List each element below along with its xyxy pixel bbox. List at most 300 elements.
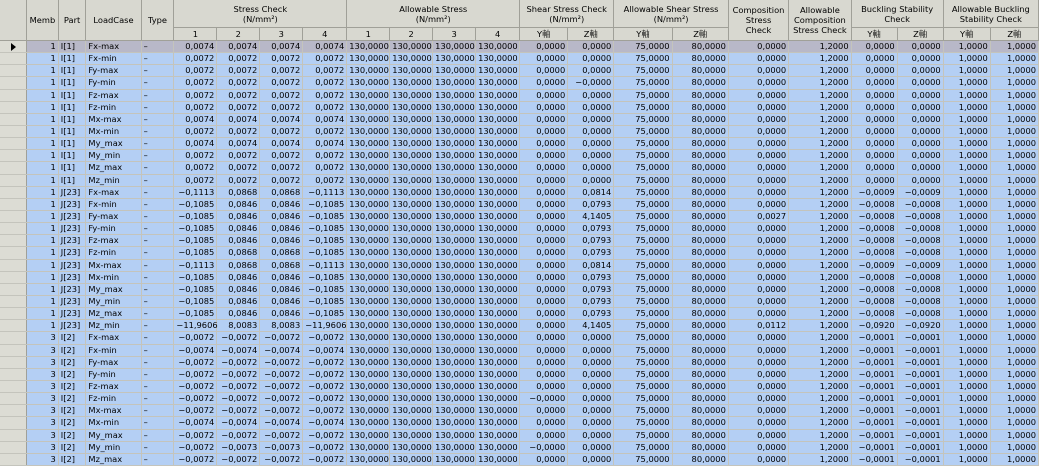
cell-allow-buckling-y[interactable]: 1,0000 [943, 113, 990, 125]
cell-loadcase[interactable]: Fx-max [86, 332, 141, 344]
cell-allow-shear-z[interactable]: 80,0000 [672, 259, 728, 271]
cell-allow-composition[interactable]: 1,2000 [789, 308, 851, 320]
cell-allow-composition[interactable]: 1,2000 [789, 198, 851, 210]
cell-allow-shear-y[interactable]: 75,0000 [614, 295, 672, 307]
cell-buckling-y[interactable]: −0,0008 [851, 210, 897, 222]
cell-allow-buckling-y[interactable]: 1,0000 [943, 125, 990, 137]
cell-allow-3[interactable]: 130,0000 [433, 295, 476, 307]
cell-loadcase[interactable]: Mx-max [86, 405, 141, 417]
cell-loadcase[interactable]: Fy-max [86, 210, 141, 222]
cell-stress-2[interactable]: 0,0846 [217, 198, 260, 210]
cell-stress-3[interactable]: 0,0846 [260, 210, 303, 222]
cell-type[interactable]: – [141, 53, 174, 65]
cell-composition-check[interactable]: 0,0000 [728, 380, 788, 392]
cell-buckling-z[interactable]: 0,0000 [897, 150, 943, 162]
cell-stress-1[interactable]: −0,1085 [174, 295, 217, 307]
cell-allow-buckling-z[interactable]: 1,0000 [990, 429, 1038, 441]
row-selector[interactable] [0, 223, 27, 235]
cell-allow-shear-z[interactable]: 80,0000 [672, 344, 728, 356]
cell-allow-2[interactable]: 130,0000 [390, 101, 433, 113]
cell-memb[interactable]: 3 [27, 393, 59, 405]
cell-part[interactable]: I[2] [58, 368, 86, 380]
row-selector[interactable] [0, 308, 27, 320]
cell-stress-3[interactable]: 0,0072 [260, 150, 303, 162]
cell-stress-4[interactable]: 0,0072 [303, 174, 347, 186]
cell-stress-3[interactable]: 0,0846 [260, 308, 303, 320]
cell-allow-4[interactable]: 130,0000 [476, 186, 520, 198]
cell-allow-3[interactable]: 130,0000 [433, 41, 476, 53]
cell-type[interactable]: – [141, 186, 174, 198]
cell-allow-shear-z[interactable]: 80,0000 [672, 308, 728, 320]
cell-buckling-y[interactable]: −0,0001 [851, 356, 897, 368]
cell-buckling-y[interactable]: 0,0000 [851, 41, 897, 53]
cell-allow-1[interactable]: 130,0000 [347, 174, 390, 186]
cell-buckling-z[interactable]: −0,0001 [897, 453, 943, 465]
cell-stress-2[interactable]: −0,0074 [217, 417, 260, 429]
cell-stress-2[interactable]: −0,0074 [217, 344, 260, 356]
cell-stress-4[interactable]: 0,0072 [303, 53, 347, 65]
col-header-allowable-composition[interactable]: Allowable Composition Stress Check [789, 0, 851, 41]
cell-loadcase[interactable]: Mx-max [86, 259, 141, 271]
cell-memb[interactable]: 1 [27, 198, 59, 210]
table-row[interactable] [0, 259, 1039, 271]
table-row[interactable] [0, 41, 1039, 53]
cell-stress-4[interactable]: 0,0072 [303, 150, 347, 162]
cell-composition-check[interactable]: 0,0000 [728, 332, 788, 344]
cell-allow-shear-y[interactable]: 75,0000 [614, 113, 672, 125]
cell-loadcase[interactable]: Mz_max [86, 308, 141, 320]
cell-allow-shear-z[interactable]: 80,0000 [672, 186, 728, 198]
cell-buckling-y[interactable]: −0,0009 [851, 259, 897, 271]
cell-stress-1[interactable]: −0,1113 [174, 186, 217, 198]
cell-loadcase[interactable]: Mz_min [86, 320, 141, 332]
cell-allow-buckling-y[interactable]: 1,0000 [943, 77, 990, 89]
row-selector[interactable] [0, 295, 27, 307]
cell-buckling-y[interactable]: 0,0000 [851, 113, 897, 125]
cell-allow-2[interactable]: 130,0000 [390, 186, 433, 198]
cell-allow-4[interactable]: 130,0000 [476, 356, 520, 368]
cell-part[interactable]: J[23] [58, 271, 86, 283]
cell-allow-shear-y[interactable]: 75,0000 [614, 89, 672, 101]
cell-allow-composition[interactable]: 1,2000 [789, 125, 851, 137]
cell-stress-3[interactable]: 0,0868 [260, 186, 303, 198]
cell-memb[interactable]: 1 [27, 41, 59, 53]
cell-allow-shear-z[interactable]: 80,0000 [672, 162, 728, 174]
cell-allow-4[interactable]: 130,0000 [476, 332, 520, 344]
cell-memb[interactable]: 3 [27, 368, 59, 380]
cell-allow-composition[interactable]: 1,2000 [789, 223, 851, 235]
cell-allow-3[interactable]: 130,0000 [433, 441, 476, 453]
cell-allow-1[interactable]: 130,0000 [347, 441, 390, 453]
cell-stress-1[interactable]: 0,0072 [174, 162, 217, 174]
cell-buckling-y[interactable]: −0,0008 [851, 247, 897, 259]
cell-allow-1[interactable]: 130,0000 [347, 271, 390, 283]
cell-shear-z[interactable]: 0,0793 [568, 247, 614, 259]
cell-allow-2[interactable]: 130,0000 [390, 405, 433, 417]
cell-shear-z[interactable]: 0,0000 [568, 65, 614, 77]
cell-allow-buckling-y[interactable]: 1,0000 [943, 453, 990, 465]
cell-loadcase[interactable]: Fy-min [86, 77, 141, 89]
cell-loadcase[interactable]: Mz_max [86, 453, 141, 465]
cell-composition-check[interactable]: 0,0027 [728, 210, 788, 222]
cell-stress-1[interactable]: −0,1085 [174, 247, 217, 259]
cell-allow-shear-y[interactable]: 75,0000 [614, 65, 672, 77]
row-selector[interactable] [0, 356, 27, 368]
cell-stress-1[interactable]: 0,0072 [174, 65, 217, 77]
cell-shear-y[interactable]: 0,0000 [520, 210, 568, 222]
cell-shear-z[interactable]: 0,0793 [568, 283, 614, 295]
cell-allow-buckling-y[interactable]: 1,0000 [943, 247, 990, 259]
row-selector[interactable] [0, 405, 27, 417]
cell-stress-4[interactable]: −0,0072 [303, 393, 347, 405]
cell-allow-4[interactable]: 130,0000 [476, 101, 520, 113]
cell-shear-y[interactable]: 0,0000 [520, 332, 568, 344]
cell-allow-3[interactable]: 130,0000 [433, 235, 476, 247]
cell-allow-4[interactable]: 130,0000 [476, 235, 520, 247]
cell-stress-4[interactable]: −0,0072 [303, 368, 347, 380]
col-header-stress-1[interactable]: 1 [174, 28, 217, 41]
cell-stress-4[interactable]: 0,0074 [303, 41, 347, 53]
cell-buckling-y[interactable]: −0,0001 [851, 393, 897, 405]
cell-allow-composition[interactable]: 1,2000 [789, 356, 851, 368]
cell-allow-shear-y[interactable]: 75,0000 [614, 308, 672, 320]
cell-shear-z[interactable]: 0,0793 [568, 235, 614, 247]
cell-allow-4[interactable]: 130,0000 [476, 344, 520, 356]
cell-buckling-y[interactable]: −0,0001 [851, 332, 897, 344]
cell-composition-check[interactable]: 0,0000 [728, 113, 788, 125]
cell-shear-y[interactable]: 0,0000 [520, 429, 568, 441]
cell-buckling-y[interactable]: 0,0000 [851, 174, 897, 186]
cell-allow-shear-z[interactable]: 80,0000 [672, 393, 728, 405]
table-row[interactable] [0, 53, 1039, 65]
col-header-loadcase[interactable]: LoadCase [86, 0, 141, 41]
cell-buckling-z[interactable]: 0,0000 [897, 125, 943, 137]
cell-type[interactable]: – [141, 405, 174, 417]
cell-memb[interactable]: 3 [27, 429, 59, 441]
cell-stress-4[interactable]: −0,1085 [303, 235, 347, 247]
cell-shear-z[interactable]: 0,0000 [568, 41, 614, 53]
cell-stress-3[interactable]: 0,0072 [260, 125, 303, 137]
cell-stress-4[interactable]: 0,0072 [303, 162, 347, 174]
row-selector[interactable] [0, 150, 27, 162]
cell-allow-1[interactable]: 130,0000 [347, 295, 390, 307]
cell-stress-4[interactable]: −0,1085 [303, 223, 347, 235]
cell-shear-z[interactable]: 0,0000 [568, 332, 614, 344]
cell-allow-shear-y[interactable]: 75,0000 [614, 259, 672, 271]
cell-allow-shear-y[interactable]: 75,0000 [614, 125, 672, 137]
cell-stress-3[interactable]: −0,0072 [260, 429, 303, 441]
cell-stress-4[interactable]: 0,0072 [303, 77, 347, 89]
cell-composition-check[interactable]: 0,0000 [728, 198, 788, 210]
cell-allow-shear-z[interactable]: 80,0000 [672, 174, 728, 186]
cell-buckling-y[interactable]: 0,0000 [851, 65, 897, 77]
cell-stress-4[interactable]: −0,0072 [303, 405, 347, 417]
cell-allow-buckling-z[interactable]: 1,0000 [990, 235, 1038, 247]
cell-allow-shear-y[interactable]: 75,0000 [614, 41, 672, 53]
cell-stress-3[interactable]: 0,0072 [260, 174, 303, 186]
cell-allow-3[interactable]: 130,0000 [433, 138, 476, 150]
cell-buckling-y[interactable]: −0,0001 [851, 429, 897, 441]
table-row[interactable] [0, 344, 1039, 356]
cell-allow-buckling-y[interactable]: 1,0000 [943, 429, 990, 441]
row-selector[interactable] [0, 283, 27, 295]
cell-allow-buckling-z[interactable]: 1,0000 [990, 332, 1038, 344]
cell-buckling-z[interactable]: −0,0008 [897, 247, 943, 259]
cell-type[interactable]: – [141, 393, 174, 405]
cell-stress-4[interactable]: 0,0072 [303, 89, 347, 101]
cell-stress-4[interactable]: 0,0072 [303, 65, 347, 77]
cell-allow-1[interactable]: 130,0000 [347, 150, 390, 162]
cell-shear-y[interactable]: 0,0000 [520, 198, 568, 210]
cell-allow-buckling-z[interactable]: 1,0000 [990, 344, 1038, 356]
cell-allow-shear-y[interactable]: 75,0000 [614, 186, 672, 198]
cell-allow-shear-z[interactable]: 80,0000 [672, 405, 728, 417]
cell-shear-z[interactable]: 0,0000 [568, 101, 614, 113]
cell-allow-4[interactable]: 130,0000 [476, 162, 520, 174]
cell-allow-shear-z[interactable]: 80,0000 [672, 453, 728, 465]
cell-shear-y[interactable]: 0,0000 [520, 186, 568, 198]
col-header-shear-y[interactable]: Y軸 [520, 28, 568, 41]
cell-stress-2[interactable]: 0,0072 [217, 125, 260, 137]
cell-part[interactable]: J[23] [58, 295, 86, 307]
cell-part[interactable]: I[2] [58, 356, 86, 368]
cell-stress-2[interactable]: 0,0072 [217, 162, 260, 174]
cell-stress-2[interactable]: 0,0074 [217, 113, 260, 125]
cell-shear-y[interactable]: 0,0000 [520, 235, 568, 247]
cell-allow-3[interactable]: 130,0000 [433, 283, 476, 295]
cell-composition-check[interactable]: 0,0000 [728, 65, 788, 77]
cell-allow-shear-y[interactable]: 75,0000 [614, 356, 672, 368]
cell-allow-3[interactable]: 130,0000 [433, 223, 476, 235]
row-selector[interactable] [0, 380, 27, 392]
cell-stress-2[interactable]: 0,0846 [217, 283, 260, 295]
cell-allow-shear-z[interactable]: 80,0000 [672, 65, 728, 77]
cell-allow-4[interactable]: 130,0000 [476, 368, 520, 380]
cell-stress-1[interactable]: 0,0074 [174, 138, 217, 150]
cell-type[interactable]: – [141, 380, 174, 392]
cell-buckling-z[interactable]: 0,0000 [897, 113, 943, 125]
cell-stress-4[interactable]: −0,0074 [303, 417, 347, 429]
col-header-memb[interactable]: Memb [27, 0, 59, 41]
cell-buckling-z[interactable]: −0,0001 [897, 393, 943, 405]
cell-allow-2[interactable]: 130,0000 [390, 332, 433, 344]
row-selector[interactable] [0, 41, 27, 53]
cell-type[interactable]: – [141, 283, 174, 295]
cell-loadcase[interactable]: My_min [86, 441, 141, 453]
cell-allow-shear-y[interactable]: 75,0000 [614, 223, 672, 235]
cell-allow-1[interactable]: 130,0000 [347, 308, 390, 320]
cell-allow-shear-y[interactable]: 75,0000 [614, 162, 672, 174]
cell-part[interactable]: J[23] [58, 247, 86, 259]
row-selector[interactable] [0, 368, 27, 380]
cell-allow-shear-y[interactable]: 75,0000 [614, 77, 672, 89]
cell-allow-buckling-z[interactable]: 1,0000 [990, 271, 1038, 283]
cell-allow-shear-y[interactable]: 75,0000 [614, 380, 672, 392]
cell-allow-2[interactable]: 130,0000 [390, 41, 433, 53]
cell-allow-buckling-y[interactable]: 1,0000 [943, 295, 990, 307]
cell-memb[interactable]: 1 [27, 77, 59, 89]
table-row[interactable] [0, 368, 1039, 380]
col-header-allow-4[interactable]: 4 [476, 28, 520, 41]
cell-shear-z[interactable]: 0,0000 [568, 174, 614, 186]
cell-stress-3[interactable]: 0,0074 [260, 138, 303, 150]
table-row[interactable] [0, 150, 1039, 162]
row-selector[interactable] [0, 429, 27, 441]
cell-allow-2[interactable]: 130,0000 [390, 453, 433, 465]
cell-memb[interactable]: 1 [27, 113, 59, 125]
cell-allow-shear-y[interactable]: 75,0000 [614, 368, 672, 380]
cell-part[interactable]: I[1] [58, 89, 86, 101]
cell-allow-1[interactable]: 130,0000 [347, 429, 390, 441]
cell-allow-shear-y[interactable]: 75,0000 [614, 429, 672, 441]
cell-loadcase[interactable]: Mx-min [86, 271, 141, 283]
cell-allow-2[interactable]: 130,0000 [390, 210, 433, 222]
cell-part[interactable]: J[23] [58, 283, 86, 295]
cell-buckling-z[interactable]: −0,0008 [897, 198, 943, 210]
cell-stress-1[interactable]: −0,0072 [174, 429, 217, 441]
cell-stress-3[interactable]: 0,0072 [260, 53, 303, 65]
cell-allow-2[interactable]: 130,0000 [390, 283, 433, 295]
cell-allow-shear-z[interactable]: 80,0000 [672, 247, 728, 259]
cell-allow-buckling-z[interactable]: 1,0000 [990, 453, 1038, 465]
col-group-stress-check[interactable]: Stress Check (N/mm²) [174, 0, 347, 28]
cell-composition-check[interactable]: 0,0000 [728, 150, 788, 162]
col-header-allow-shear-y[interactable]: Y軸 [614, 28, 672, 41]
cell-buckling-z[interactable]: 0,0000 [897, 41, 943, 53]
cell-stress-4[interactable]: −0,1113 [303, 259, 347, 271]
cell-allow-buckling-y[interactable]: 1,0000 [943, 320, 990, 332]
table-row[interactable] [0, 380, 1039, 392]
cell-memb[interactable]: 1 [27, 271, 59, 283]
cell-allow-buckling-z[interactable]: 1,0000 [990, 174, 1038, 186]
cell-stress-2[interactable]: 0,0846 [217, 295, 260, 307]
cell-allow-shear-z[interactable]: 80,0000 [672, 320, 728, 332]
cell-stress-2[interactable]: 0,0072 [217, 101, 260, 113]
cell-allow-4[interactable]: 130,0000 [476, 259, 520, 271]
cell-allow-2[interactable]: 130,0000 [390, 113, 433, 125]
cell-part[interactable]: I[1] [58, 162, 86, 174]
cell-allow-3[interactable]: 130,0000 [433, 101, 476, 113]
cell-type[interactable]: – [141, 101, 174, 113]
cell-allow-composition[interactable]: 1,2000 [789, 53, 851, 65]
cell-stress-1[interactable]: −0,1113 [174, 259, 217, 271]
cell-stress-1[interactable]: 0,0072 [174, 150, 217, 162]
cell-shear-z[interactable]: 0,0000 [568, 405, 614, 417]
cell-allow-composition[interactable]: 1,2000 [789, 405, 851, 417]
cell-shear-y[interactable]: 0,0000 [520, 138, 568, 150]
cell-stress-2[interactable]: 0,0868 [217, 186, 260, 198]
cell-shear-z[interactable]: 0,0000 [568, 356, 614, 368]
cell-stress-4[interactable]: −0,1085 [303, 210, 347, 222]
cell-stress-4[interactable]: −0,0072 [303, 429, 347, 441]
cell-buckling-z[interactable]: −0,0008 [897, 210, 943, 222]
cell-allow-shear-y[interactable]: 75,0000 [614, 344, 672, 356]
cell-shear-z[interactable]: 0,0000 [568, 441, 614, 453]
cell-allow-1[interactable]: 130,0000 [347, 259, 390, 271]
cell-allow-buckling-y[interactable]: 1,0000 [943, 332, 990, 344]
cell-stress-1[interactable]: −0,0072 [174, 393, 217, 405]
cell-stress-4[interactable]: −0,1085 [303, 308, 347, 320]
cell-allow-composition[interactable]: 1,2000 [789, 393, 851, 405]
cell-stress-1[interactable]: 0,0072 [174, 101, 217, 113]
col-header-allow-buckling-y[interactable]: Y軸 [943, 28, 990, 41]
cell-allow-buckling-z[interactable]: 1,0000 [990, 186, 1038, 198]
cell-type[interactable]: – [141, 332, 174, 344]
cell-stress-2[interactable]: −0,0072 [217, 453, 260, 465]
table-row[interactable] [0, 174, 1039, 186]
col-header-stress-4[interactable]: 4 [303, 28, 347, 41]
cell-composition-check[interactable]: 0,0112 [728, 320, 788, 332]
cell-shear-z[interactable]: 0,0793 [568, 271, 614, 283]
cell-allow-1[interactable]: 130,0000 [347, 210, 390, 222]
cell-allow-2[interactable]: 130,0000 [390, 223, 433, 235]
cell-stress-3[interactable]: 0,0072 [260, 65, 303, 77]
cell-shear-z[interactable]: 0,0793 [568, 223, 614, 235]
cell-part[interactable]: I[2] [58, 429, 86, 441]
cell-shear-y[interactable]: −0,0000 [520, 393, 568, 405]
cell-buckling-y[interactable]: 0,0000 [851, 125, 897, 137]
cell-buckling-z[interactable]: −0,0001 [897, 368, 943, 380]
cell-loadcase[interactable]: Fz-min [86, 393, 141, 405]
cell-shear-y[interactable]: 0,0000 [520, 101, 568, 113]
cell-shear-z[interactable]: 0,0793 [568, 198, 614, 210]
cell-stress-2[interactable]: 0,0846 [217, 235, 260, 247]
cell-allow-shear-y[interactable]: 75,0000 [614, 393, 672, 405]
cell-stress-3[interactable]: 0,0074 [260, 113, 303, 125]
cell-type[interactable]: – [141, 259, 174, 271]
cell-stress-3[interactable]: 0,0846 [260, 283, 303, 295]
cell-memb[interactable]: 1 [27, 259, 59, 271]
cell-memb[interactable]: 1 [27, 150, 59, 162]
cell-stress-2[interactable]: 0,0846 [217, 271, 260, 283]
cell-allow-composition[interactable]: 1,2000 [789, 77, 851, 89]
cell-allow-composition[interactable]: 1,2000 [789, 417, 851, 429]
table-row[interactable] [0, 247, 1039, 259]
cell-loadcase[interactable]: Fz-max [86, 380, 141, 392]
cell-shear-y[interactable]: 0,0000 [520, 162, 568, 174]
cell-stress-2[interactable]: 0,0846 [217, 210, 260, 222]
cell-allow-buckling-z[interactable]: 1,0000 [990, 380, 1038, 392]
cell-allow-buckling-z[interactable]: 1,0000 [990, 441, 1038, 453]
cell-shear-z[interactable]: 0,0000 [568, 380, 614, 392]
cell-allow-1[interactable]: 130,0000 [347, 247, 390, 259]
cell-allow-4[interactable]: 130,0000 [476, 53, 520, 65]
cell-allow-buckling-z[interactable]: 1,0000 [990, 53, 1038, 65]
cell-buckling-y[interactable]: 0,0000 [851, 101, 897, 113]
cell-allow-2[interactable]: 130,0000 [390, 174, 433, 186]
cell-stress-3[interactable]: 0,0868 [260, 259, 303, 271]
cell-allow-shear-z[interactable]: 80,0000 [672, 223, 728, 235]
cell-allow-shear-y[interactable]: 75,0000 [614, 332, 672, 344]
cell-stress-1[interactable]: −11,9606 [174, 320, 217, 332]
col-group-shear-stress-check[interactable]: Shear Stress Check (N/mm²) [520, 0, 614, 28]
row-selector[interactable] [0, 89, 27, 101]
cell-loadcase[interactable]: Fx-max [86, 41, 141, 53]
cell-stress-3[interactable]: 0,0846 [260, 235, 303, 247]
cell-shear-y[interactable]: 0,0000 [520, 247, 568, 259]
cell-allow-4[interactable]: 130,0000 [476, 441, 520, 453]
cell-allow-shear-y[interactable]: 75,0000 [614, 441, 672, 453]
cell-allow-4[interactable]: 130,0000 [476, 210, 520, 222]
cell-allow-4[interactable]: 130,0000 [476, 380, 520, 392]
cell-allow-buckling-z[interactable]: 1,0000 [990, 198, 1038, 210]
cell-composition-check[interactable]: 0,0000 [728, 41, 788, 53]
cell-stress-4[interactable]: 0,0074 [303, 138, 347, 150]
cell-allow-buckling-z[interactable]: 1,0000 [990, 283, 1038, 295]
cell-allow-4[interactable]: 130,0000 [476, 283, 520, 295]
cell-stress-2[interactable]: −0,0072 [217, 429, 260, 441]
cell-allow-4[interactable]: 130,0000 [476, 393, 520, 405]
